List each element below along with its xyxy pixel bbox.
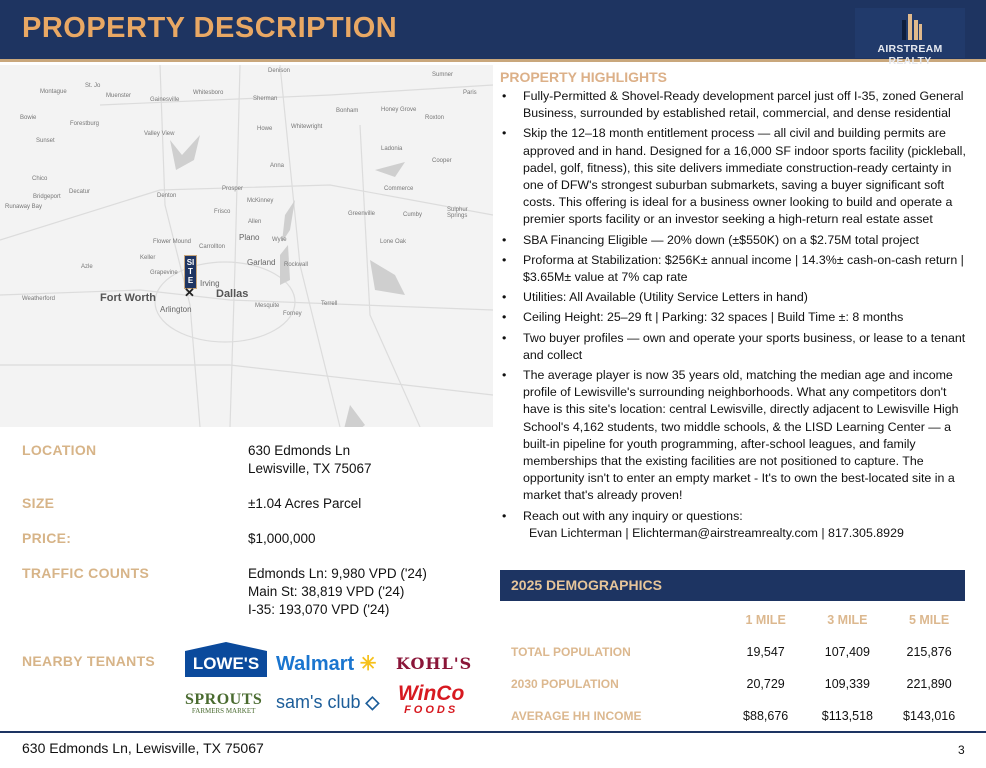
row-label: 2030 POPULATION	[511, 677, 619, 691]
page-title: PROPERTY DESCRIPTION	[22, 12, 398, 44]
map-label: Runaway Bay	[5, 204, 43, 210]
row-label: AVERAGE HH INCOME	[511, 709, 642, 723]
map-label: Garland	[247, 258, 276, 267]
demographics-header	[500, 570, 965, 601]
map-label: McKinney	[247, 198, 274, 204]
table-header-row	[500, 604, 970, 636]
map-label: Denison	[268, 68, 291, 74]
traffic-counts-label: TRAFFIC COUNTS	[22, 565, 150, 581]
site-pin-icon: ✕	[184, 285, 195, 300]
sams-diamond-icon: ◇	[365, 692, 380, 712]
table-cell: 107,409	[824, 645, 870, 659]
highlight-item: • SBA Financing Eligible — 20% down (±$550K) on a $2.75M total project	[500, 232, 970, 249]
map-label: Sherman	[253, 96, 278, 102]
logo-text: AIRSTREAM REALTY	[877, 43, 943, 67]
map-label: Bridgeport	[33, 194, 61, 200]
location-map	[0, 65, 493, 427]
location-value	[248, 442, 372, 478]
contact-info[interactable]: Evan Lichterman | Elichterman@airstreamrealty.com | 817.305.8929	[529, 525, 904, 540]
row-label: TOTAL POPULATION	[511, 645, 631, 659]
map-label: Terrell	[321, 301, 338, 307]
kohls-logo: KOHL'S	[396, 654, 473, 673]
map-roads	[0, 65, 493, 427]
table-cell: 221,890	[906, 677, 952, 691]
table-cell: 109,339	[824, 677, 870, 691]
map-label: Fort Worth	[100, 292, 157, 304]
table-cell: $88,676	[743, 709, 789, 723]
map-label: Muenster	[106, 93, 132, 99]
site-marker-label: SITE	[186, 258, 195, 285]
airstream-realty-logo	[855, 8, 965, 67]
map-label: Chico	[32, 176, 48, 182]
building-icon	[899, 12, 925, 40]
map-label: Mesquite	[255, 303, 280, 309]
map-label: Sumner	[432, 72, 454, 78]
map-label: Arlington	[160, 305, 192, 314]
highlight-item: • Ceiling Height: 25–29 ft | Parking: 32 spaces | Build Time ±: 8 months	[500, 309, 970, 326]
table-cell: 20,729	[746, 677, 785, 691]
map-label: Weatherford	[22, 296, 55, 302]
page-number: 3	[958, 743, 965, 757]
highlight-item: • Proforma at Stabilization: $256K± annual income | 14.3%± cash-on-cash return | $3.65M± value at 7% cap rate	[500, 252, 970, 286]
map-label: Roxton	[425, 115, 445, 121]
highlight-item: • Utilities: All Available (Utility Service Letters in hand)	[500, 289, 970, 306]
map-label: Decatur	[69, 189, 91, 195]
table-cell: $143,016	[903, 709, 956, 723]
table-cell: $113,518	[821, 709, 873, 723]
table-row	[500, 636, 970, 668]
map-label: Forestburg	[70, 121, 100, 127]
map-label: Cumby	[403, 212, 423, 218]
table-cell: 19,547	[746, 645, 785, 659]
map-label: Bowie	[20, 115, 37, 121]
highlight-item: • Fully-Permitted & Shovel-Ready development parcel just off I-35, zoned General Business, surrounded by established retail, commercial, and dense residential	[500, 88, 970, 122]
sprouts-logo: SPROUTS FARMERS MARKET	[185, 691, 263, 715]
highlight-item: • Skip the 12–18 month entitlement process — all civil and building permits are approved and in hand. Designed for a 16,000 SF indoor sports facility (pickleball, padel, golf, fitness), this site delivers immediate construction-ready certainty in one of DFW's strongest suburban submarkets, saving a buyer significant soft costs. This offering is ideal for a business owner looking to build and operate a premier sports facility or an investor seeking a high-return real estate asset	[500, 125, 970, 228]
map-label: Lone Oak	[380, 239, 407, 245]
map-label: Flower Mound	[153, 239, 192, 245]
map-label: Anna	[270, 163, 285, 169]
nearby-tenants-label: NEARBY TENANTS	[22, 653, 156, 669]
map-label: St. Jo	[85, 83, 101, 89]
column-header: 3 MILE	[827, 613, 868, 627]
map-label: Sulphur Springs	[447, 207, 468, 219]
highlight-item: • The average player is now 35 years old, matching the median age and income profile of Lewisville's surrounding neighborhoods. What any competitors don't have is this site's location: central Lewisville, directly adjacent to Lewisville High School's 4,162 students, two middle schools, & the LISD Learning Center — a built-in pipeline for youth programming, after-school leagues, and family memberships that the existing facilities are not positioned to capture. The opportunity isn't to enter an empty market - It's to own the best-located site in a market that's already proven!	[500, 367, 970, 505]
map-label: Allen	[248, 219, 262, 225]
map-label: Valley View	[144, 131, 175, 137]
walmart-logo: Walmart ✳	[276, 653, 377, 675]
map-label: Honey Grove	[381, 107, 417, 113]
column-header: 5 MILE	[908, 613, 950, 627]
map-label: Paris	[463, 90, 477, 96]
site-marker	[184, 255, 197, 289]
price-value: $1,000,000	[248, 531, 316, 546]
traffic-count: I-35: 193,070 VPD ('24)	[248, 602, 390, 617]
size-value: ±1.04 Acres Parcel	[248, 496, 362, 511]
address-line1: 630 Edmonds Ln	[248, 443, 351, 458]
table-row	[500, 700, 970, 732]
walmart-spark-icon: ✳	[359, 653, 377, 675]
lowes-logo: LOWE'S	[185, 642, 267, 678]
traffic-count: Main St: 38,819 VPD ('24)	[248, 584, 405, 599]
column-header: 1 MILE	[745, 613, 786, 627]
map-label: Commerce	[384, 186, 414, 192]
map-label: Forney	[283, 311, 302, 317]
map-label: Denton	[157, 193, 177, 199]
traffic-count: Edmonds Ln: 9,980 VPD ('24)	[248, 566, 427, 581]
map-label: Cooper	[432, 158, 452, 164]
map-label: Ladonia	[381, 146, 403, 152]
map-label: Bonham	[336, 108, 359, 114]
map-label: Montague	[40, 89, 67, 95]
map-label: Dallas	[216, 288, 249, 300]
map-label: Howe	[257, 126, 273, 132]
map-label: Whitewright	[291, 124, 323, 130]
property-highlights-title: PROPERTY HIGHLIGHTS	[500, 69, 667, 85]
highlight-item: • Reach out with any inquiry or questions: Evan Lichterman | Elichterman@airstreamrealty.com | 817.305.8929	[500, 508, 970, 542]
map-label: Frisco	[214, 209, 231, 215]
footer-address: 630 Edmonds Ln, Lewisville, TX 75067	[22, 740, 264, 756]
property-highlights-list	[500, 88, 970, 545]
map-label: Plano	[239, 233, 260, 242]
highlight-item: • Two buyer profiles — own and operate your sports business, or lease to a tenant and collect	[500, 330, 970, 364]
table-cell: 215,876	[906, 645, 952, 659]
map-label: Irving	[200, 279, 220, 288]
map-label: Wylie	[272, 237, 287, 243]
address-line2: Lewisville, TX 75067	[248, 461, 372, 476]
map-label: Gainesville	[150, 97, 180, 103]
winco-logo: WinCo FOODS	[398, 682, 465, 716]
size-label: SIZE	[22, 495, 55, 511]
table-row	[500, 668, 970, 700]
map-label: Azle	[81, 264, 93, 270]
map-label: Keller	[140, 255, 156, 261]
demographics-table	[500, 604, 970, 732]
demographics-title: 2025 DEMOGRAPHICS	[511, 577, 662, 593]
traffic-counts-value	[248, 565, 427, 619]
sams-club-logo: sam's club ◇	[276, 692, 380, 712]
location-label: LOCATION	[22, 442, 97, 458]
map-label: Whitesboro	[193, 90, 224, 96]
map-label: Rockwall	[284, 262, 309, 268]
map-label: Carrollton	[199, 244, 226, 250]
map-label: Greenville	[348, 211, 376, 217]
map-label: Prosper	[222, 186, 244, 192]
price-label: PRICE:	[22, 530, 72, 546]
page-header	[0, 0, 986, 67]
footer-divider	[0, 731, 986, 733]
map-label: Sunset	[36, 138, 55, 144]
map-label: Grapevine	[150, 270, 178, 276]
